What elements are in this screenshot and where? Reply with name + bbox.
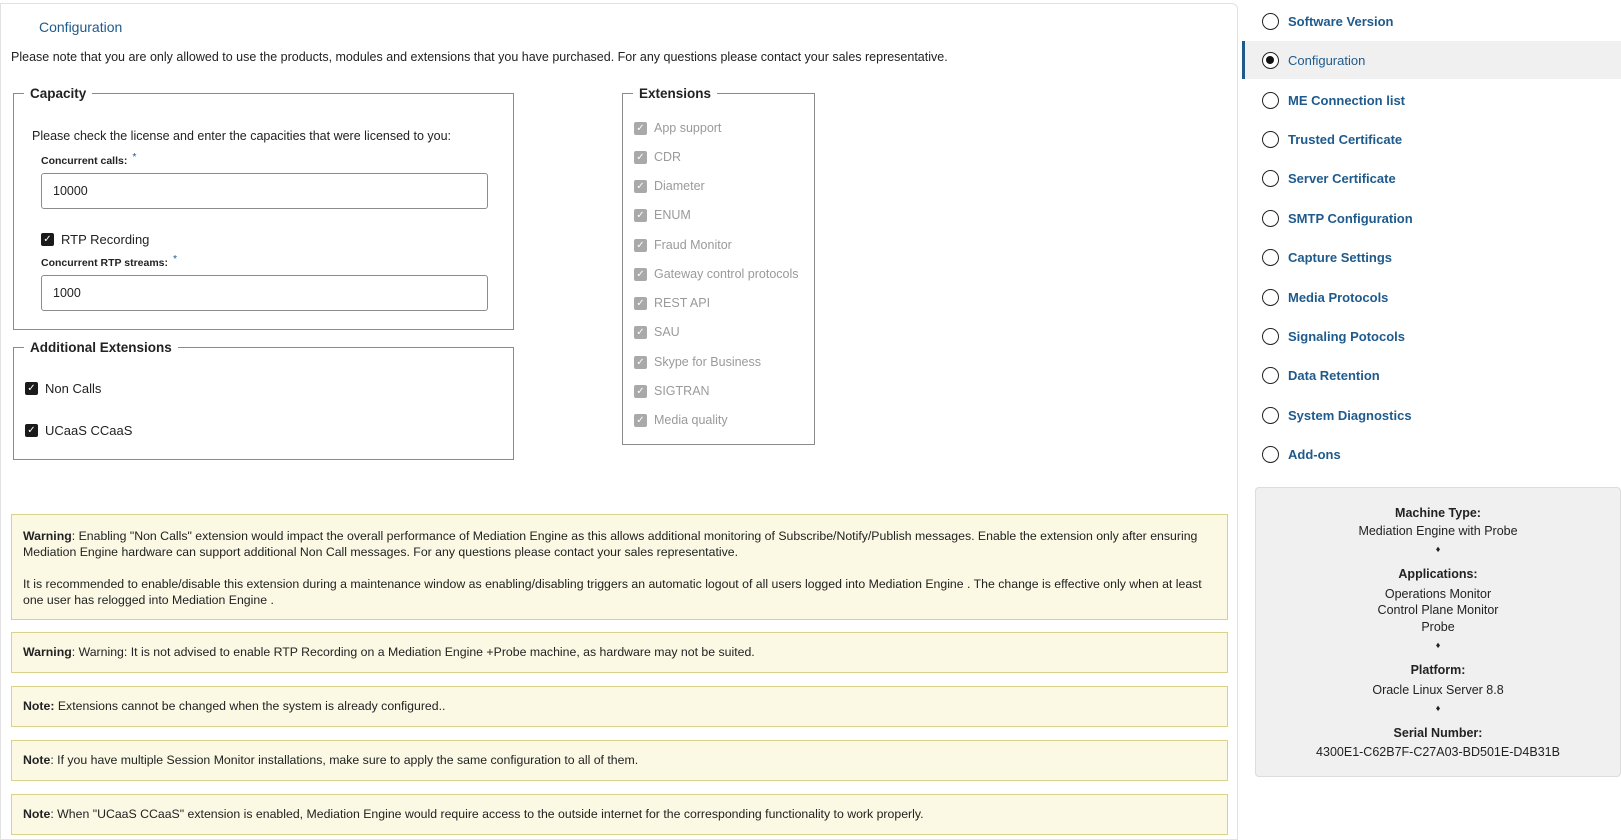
concurrent-calls-input[interactable] xyxy=(41,173,488,209)
non-calls-checkbox-row[interactable] xyxy=(25,381,101,396)
extension-checkbox: ✓ xyxy=(634,297,647,310)
extension-checkbox: ✓ xyxy=(634,326,647,339)
ucaas-ccaas-checkbox-row[interactable] xyxy=(25,423,132,438)
sidebar-item-server-certificate[interactable]: Server Certificate xyxy=(1242,159,1621,197)
required-mark: * xyxy=(132,151,137,163)
warning-rtp-recording: Warning: Warning: It is not advised to enable RTP Recording on a Mediation Engine +Probe machine, as hardware may not be suited. xyxy=(11,632,1228,673)
note-multiple-installations: Note: If you have multiple Session Monitor installations, make sure to apply the same configuration to all of them. xyxy=(11,740,1228,781)
extension-media-quality: ✓ Media quality xyxy=(634,413,728,427)
radio-icon[interactable] xyxy=(1262,407,1279,424)
radio-icon[interactable] xyxy=(1262,446,1279,463)
concurrent-calls-label: Concurrent calls: * xyxy=(41,151,137,167)
sidebar-item-trusted-certificate[interactable]: Trusted Certificate xyxy=(1242,120,1621,158)
concurrent-rtp-label: Concurrent RTP streams: * xyxy=(41,253,178,269)
rtp-recording-checkbox[interactable]: ✓ xyxy=(41,233,54,246)
application-item: Probe xyxy=(1421,620,1455,634)
required-mark: * xyxy=(173,253,178,265)
additional-extensions-fieldset xyxy=(13,340,514,460)
application-item: Operations Monitor xyxy=(1384,587,1492,601)
main-panel xyxy=(0,3,1238,840)
radio-icon[interactable] xyxy=(1262,131,1279,148)
radio-icon[interactable] xyxy=(1262,289,1279,306)
separator-diamond: ♦ xyxy=(1435,703,1441,713)
sidebar-item-software-version[interactable]: Software Version xyxy=(1242,2,1621,40)
sidebar-item-signaling-protocols[interactable]: Signaling Potocols xyxy=(1242,317,1621,355)
extension-checkbox: ✓ xyxy=(634,239,647,252)
machine-type-label: Machine Type: xyxy=(1395,506,1481,520)
radio-icon[interactable] xyxy=(1262,328,1279,345)
capacity-legend: Capacity xyxy=(30,86,87,101)
extension-checkbox: ✓ xyxy=(634,209,647,222)
serial-number-label: Serial Number: xyxy=(1393,726,1483,740)
non-calls-checkbox[interactable]: ✓ xyxy=(25,382,38,395)
machine-type-value: Mediation Engine with Probe xyxy=(1358,524,1518,538)
extension-checkbox: ✓ xyxy=(634,356,647,369)
extension-cdr: ✓ CDR xyxy=(634,150,681,164)
platform-value: Oracle Linux Server 8.8 xyxy=(1372,683,1504,697)
application-item: Control Plane Monitor xyxy=(1377,603,1499,617)
extensions-fieldset xyxy=(622,86,815,445)
rtp-recording-checkbox-row[interactable] xyxy=(41,232,149,247)
extension-checkbox: ✓ xyxy=(634,385,647,398)
extension-sigtran: ✓ SIGTRAN xyxy=(634,384,710,398)
radio-icon[interactable] xyxy=(1262,92,1279,109)
sidebar-item-capture-settings[interactable]: Capture Settings xyxy=(1242,238,1621,276)
additional-extensions-legend: Additional Extensions xyxy=(30,340,172,355)
ucaas-ccaas-label: UCaaS CCaaS xyxy=(45,423,133,438)
extension-fraud-monitor: ✓ Fraud Monitor xyxy=(634,238,732,252)
radio-selected-icon[interactable] xyxy=(1262,52,1279,69)
note-extensions: Note: Extensions cannot be changed when the system is already configured.. xyxy=(11,686,1228,727)
applications-label: Applications: xyxy=(1398,567,1478,581)
sidebar xyxy=(1242,0,1621,840)
sidebar-item-media-protocols[interactable]: Media Protocols xyxy=(1242,278,1621,316)
extensions-legend: Extensions xyxy=(639,86,712,101)
note-ucaas: Note: When "UCaaS CCaaS" extension is enabled, Mediation Engine would require access to the outside internet for the corresponding functionality to work properly. xyxy=(11,794,1228,835)
radio-icon[interactable] xyxy=(1262,13,1279,30)
extension-enum: ✓ ENUM xyxy=(634,208,691,222)
extension-checkbox: ✓ xyxy=(634,268,647,281)
radio-icon[interactable] xyxy=(1262,367,1279,384)
page-title: Configuration xyxy=(39,19,123,35)
sidebar-item-add-ons[interactable]: Add-ons xyxy=(1242,435,1621,473)
extension-checkbox: ✓ xyxy=(634,151,647,164)
sidebar-item-data-retention[interactable]: Data Retention xyxy=(1242,356,1621,394)
extension-diameter: ✓ Diameter xyxy=(634,179,705,193)
intro-text: Please note that you are only allowed to use the products, modules and extensions that you have purchased. For any questions please contact your sales representative. xyxy=(11,50,948,64)
radio-icon[interactable] xyxy=(1262,170,1279,187)
sidebar-item-configuration[interactable]: Configuration xyxy=(1242,41,1621,79)
capacity-fieldset xyxy=(13,86,514,330)
extension-checkbox: ✓ xyxy=(634,414,647,427)
concurrent-rtp-input[interactable] xyxy=(41,275,488,311)
rtp-recording-label: RTP Recording xyxy=(61,232,150,247)
serial-number-value: 4300E1-C62B7F-C27A03-BD501E-D4B31B xyxy=(1316,745,1560,759)
extension-app-support: ✓ App support xyxy=(634,121,721,135)
capacity-description: Please check the license and enter the capacities that were licensed to you: xyxy=(32,129,452,143)
sidebar-item-me-connection-list[interactable]: ME Connection list xyxy=(1242,81,1621,119)
platform-label: Platform: xyxy=(1410,663,1466,677)
extension-gateway-control: ✓ Gateway control protocols xyxy=(634,267,799,281)
extension-skype: ✓ Skype for Business xyxy=(634,355,761,369)
extension-rest-api: ✓ REST API xyxy=(634,296,710,310)
separator-diamond: ♦ xyxy=(1435,544,1441,554)
extension-sau: ✓ SAU xyxy=(634,325,680,339)
separator-diamond: ♦ xyxy=(1435,640,1441,650)
system-info-panel xyxy=(1255,487,1621,777)
sidebar-item-system-diagnostics[interactable]: System Diagnostics xyxy=(1242,396,1621,434)
warning-non-calls: Warning: Enabling "Non Calls" extension would impact the overall performance of Mediation Engine as this allows additional monitoring of Subscribe/Notify/Publish messages. Enable the extension only after ensuring Mediation Engine hardware can support additional Non Call messages. For any questions please contact your sales representative. It is recommended to enable/disable this extension during a maintenance window as enabling/disabling triggers an automatic logout of all users logged into Mediation Engine . The change is effective only when at least one user has relogged into Mediation Engine . xyxy=(11,514,1228,620)
radio-icon[interactable] xyxy=(1262,210,1279,227)
extension-checkbox: ✓ xyxy=(634,180,647,193)
ucaas-ccaas-checkbox[interactable]: ✓ xyxy=(25,424,38,437)
extension-checkbox: ✓ xyxy=(634,122,647,135)
radio-icon[interactable] xyxy=(1262,249,1279,266)
sidebar-item-smtp-configuration[interactable]: SMTP Configuration xyxy=(1242,199,1621,237)
non-calls-label: Non Calls xyxy=(45,381,102,396)
